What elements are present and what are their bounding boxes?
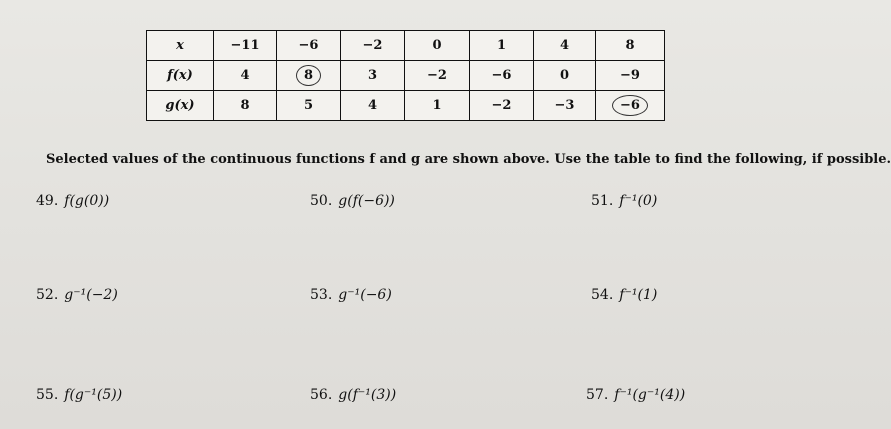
circled-value: 8 xyxy=(296,65,321,86)
table-cell: 3 xyxy=(341,61,405,91)
problem-number: 57. xyxy=(586,387,609,403)
table-cell: 1 xyxy=(405,91,470,121)
function-values-table xyxy=(146,30,665,121)
table-cell: 4 xyxy=(341,91,405,121)
problem-number: 52. xyxy=(36,287,59,303)
table-cell: −2 xyxy=(470,91,534,121)
problem-53 xyxy=(310,287,392,303)
problem-51 xyxy=(591,193,657,209)
problem-expression: f(g⁻¹(5)) xyxy=(64,387,123,403)
problem-56 xyxy=(310,387,396,403)
table-cell: −6 xyxy=(470,61,534,91)
table-cell: −9 xyxy=(596,61,665,91)
problem-number: 53. xyxy=(310,287,333,303)
table-cell: 8 xyxy=(596,31,665,61)
problem-52 xyxy=(36,287,118,303)
problem-57 xyxy=(586,387,685,403)
table-cell: −2 xyxy=(341,31,405,61)
table-cell xyxy=(596,91,665,121)
problem-expression: g(f(−6)) xyxy=(338,193,395,209)
row-label-g: g(x) xyxy=(147,91,214,121)
table-cell: 0 xyxy=(405,31,470,61)
problem-number: 56. xyxy=(310,387,333,403)
table-cell: −2 xyxy=(405,61,470,91)
problem-50 xyxy=(310,193,395,209)
problem-expression: g⁻¹(−2) xyxy=(64,287,118,303)
row-label-f: f(x) xyxy=(147,61,214,91)
table-row xyxy=(147,61,665,91)
instructions-text: Selected values of the continuous functions f and g are shown above. Use the table to find the following, if possible. xyxy=(46,152,891,167)
table-cell: −6 xyxy=(277,31,341,61)
table-cell: 4 xyxy=(214,61,277,91)
problem-number: 55. xyxy=(36,387,59,403)
table-row xyxy=(147,31,665,61)
problem-55 xyxy=(36,387,122,403)
table-cell: 8 xyxy=(214,91,277,121)
problem-expression: f⁻¹(g⁻¹(4)) xyxy=(614,387,686,403)
table-cell xyxy=(277,61,341,91)
table-cell: 0 xyxy=(534,61,596,91)
table-cell: 4 xyxy=(534,31,596,61)
problem-expression: g⁻¹(−6) xyxy=(338,287,392,303)
problem-expression: f(g(0)) xyxy=(64,193,110,209)
problem-49 xyxy=(36,193,109,209)
table-cell: 5 xyxy=(277,91,341,121)
problem-number: 54. xyxy=(591,287,614,303)
table-cell: −11 xyxy=(214,31,277,61)
problem-expression: g(f⁻¹(3)) xyxy=(338,387,397,403)
circled-value: −6 xyxy=(612,95,648,116)
table-cell: −3 xyxy=(534,91,596,121)
table-cell: 1 xyxy=(470,31,534,61)
problem-expression: f⁻¹(1) xyxy=(619,287,658,303)
problem-number: 51. xyxy=(591,193,614,209)
problem-expression: f⁻¹(0) xyxy=(619,193,658,209)
problem-number: 50. xyxy=(310,193,333,209)
table-header-x: x xyxy=(147,31,214,61)
table-row xyxy=(147,91,665,121)
problem-number: 49. xyxy=(36,193,59,209)
problem-54 xyxy=(591,287,657,303)
